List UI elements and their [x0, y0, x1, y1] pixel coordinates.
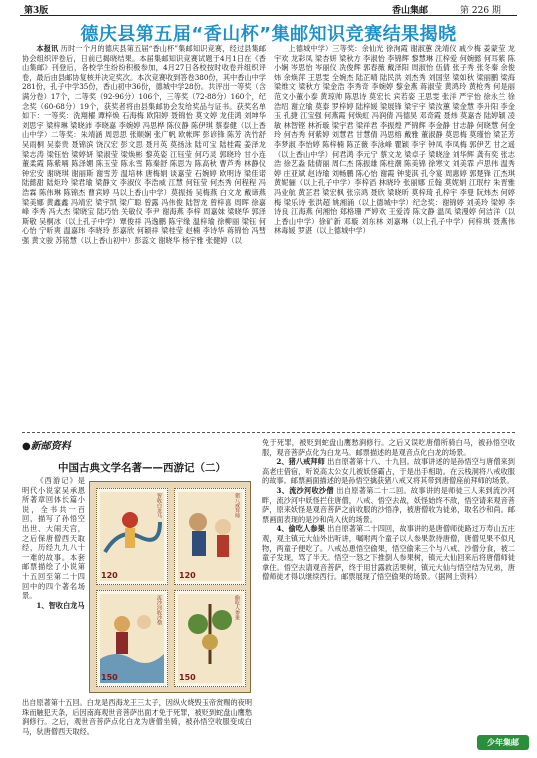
article2-intro-text: 《西游记》是明代小说家吴承恩所著章回体长篇小说，全书共一百回，描写了孙悟空出世、大闹天宫，之后保唐僧西天取经，历经九九八十一难的故事。本套邮票描绘了小说第十五回至第二十四回中的四个著名场景。	[22, 476, 85, 601]
page-number: 第3版	[24, 6, 49, 16]
article2-right-column	[262, 438, 515, 734]
stamp-4	[174, 590, 246, 687]
stamp-4-value: 150	[179, 673, 196, 682]
source-note: （据网上资料）	[434, 572, 482, 582]
article2-bottom-text: 出自原著第十五回。白龙是西海龙王三太子，因纵火烧毁玉帝赏赐的夜明珠而触犯天条，后因南海观世音菩萨出面才免于死罪，被贬到蛇盘山鹰愁涧修行。之后，观世音菩萨点化白龙为唐僧坐骑，被孙悟空收服变成白马，驮唐僧西天取经。	[22, 698, 252, 736]
article2-intro	[22, 476, 85, 696]
article-lead: 本报讯	[36, 44, 59, 53]
dragon-horse-icon	[100, 492, 164, 581]
article-right-text: 上德城中学）三等奖：余仙光 徐洵霞 谢淑蕙 洗靖仪 戚少梅 姜蒙莹 龙宇欢 龙彩凤 梁杏妍 梁秋方 李淑怡 李锦辉 黎慧琳 江梓爱 何婉懿 何耳紫 陈小娴 岑思怡 岑丽仪 冼俊辉 郭春薇 戴泽阳 周淑怡 伍倩 张子秀 张冬秦 余俊炜 余焕萍 王思雯 全婉杰 陆芷晴 陆民洪 刘杰秀 刘国坚 梁如秋 梁丽鹏 梁海 梁维文 梁秋方 梁金浩 李秀奇 李婉婷 黎金燕 蒋淑莹 黄鸿玲 黄枪秀 何是丽 范文小董小泰 黄琼帅 陈思诗 莫宏长 宾若姿 王思雯 张洋 严宇怡 徐永兰 徐浩绍 谢立瑜 莫泰 罗梓婷 陆梓媛 梁展锋 梁宇宇 梁汝蕙 梁金慧 李升阳 李金玉 孔捷 江宝强 何燕霞 何焕虹 冯润倩 冯德昊 邓奇霞 聂炜 莫嘉杏 陆婷颖 凌敏 林智铿 林祈璇 梁宇君 梁祥君 李振煌 严锦辉 李金静 甘志静 何晓慧 何金玲 何杏秀 何紫婷 刘慧君 甘慧倩 冯思榕 戴雅 董淑静 莫思梅 莫瑾怡 梁芷芳 李梦淑 李怡婷 陈梓楠 陈芷薇 李泳峰 瞿颖 李宇 钟凤 李凤梅 郭伊艺 甘之遥（以上香山中学）何君鸿 李元宁 蔡文龙 梁卓子 梁晓淦 刘华辉 龚有奕 张志浩 徐艺淼 陆倩丽 周仁杰 陈振雄 陈柱潮 陈美锦 徐寒文 刘美霏 卢思伟 温秀婷 庄亚斌 赵诗瑜 刘畅鹏 陈心怡 谢霞 钟斐淇 孔令宴 周惠婷 郭楚锋 江杰琪 黄妮骊（以上孔子中学）李梓滔 林晓玲 张丽娜 丘翰 莫妮娟 江珉柠 朱晋雅 冯业航 黄芷君 梁宏枫 张宗鸿 聂欣 梁晓昕 莫梓琦 孔梓宇 李曼 阮炜杰 何婷梅 梁乐诗 张洪超 姚湘涌（以上德城中学）纪念奖：谢锦婷 刘美玲 梁婷 李诗良 江海燕 何湘怡 郑格珊 严婷欢 王爱涛 陈文静 温凤 梁漫婷 何洁洋（以上香山中学）徐矿新 邓璇 刘东林 刘嘉琳（以上孔子中学）何梓琪 聂燕伟 林毒媛 罗湛（以上德城中学）	[274, 44, 515, 236]
page-header	[0, 0, 537, 20]
subheading-1: 1、智收白龙马	[36, 600, 85, 610]
ginseng-fruit-icon	[178, 594, 242, 683]
text-3: 出自原著第二十二回。故事讲的是师徒三人来到流沙河畔，流沙河中妖怪拦住唐僧，八戒、悟空去战，妖怪始终不敌，悟空请来观音菩萨，原来妖怪是观音菩萨之前收服的沙悟净，被唐僧收为徒弟，取名沙和尚。邮票画面表现的是沙和尚入伙的场景。	[262, 485, 515, 524]
publication-name: 香山集邮	[392, 6, 429, 16]
header-rule	[20, 15, 517, 16]
stamp-4-caption: 偷吃人参果	[234, 595, 240, 620]
stamp-3-value: 150	[101, 673, 118, 682]
article2-bottom	[22, 698, 252, 738]
stamp-2-value: 120	[179, 571, 196, 580]
magazine-logo: 少年集邮	[477, 735, 529, 750]
sand-river-icon	[100, 594, 164, 683]
article-right-column	[274, 44, 515, 429]
stamp-2	[174, 488, 246, 585]
stamp-3-caption: 流沙河收沙僧	[156, 595, 162, 625]
article-left-column	[22, 44, 266, 429]
subheading-4: 4、偷吃人参果	[276, 524, 325, 534]
text-2: 出自原著第十八、十九回。故事讲述的是孙悟空与唐僧来到高老庄借宿，听说高太公女儿被妖怪霸占，于是出手相助。在云栈洞将八戒收服的故事。邮票画面描述的是孙悟空擒获猪八戒又将其带到唐僧座前拜师的场景。	[262, 457, 515, 486]
stamp-1	[96, 488, 168, 585]
article-left-text: 历时一个月的德庆县第五届“香山杯”集邮知识竞赛，经过县集邮协会组织评卷后，日前已揭晓结果。本届集邮知识竞赛试题于4月1日在《香山集邮》刊登后，各校学生纷纷积极参加，4月27日各校按时收卷并组织评卷，最后由县邮协复核并决定奖次。本次竞赛收到答卷380份，其中香山中学281份，孔子中学35份，香山初中36份，德城中学28份。共评出一等奖（含满分卷）17个，二等奖（92-96分）106个，三等奖（72-88分）160个，纪念奖（60-68分）19个，获奖者将由县集邮协会发给奖品与证书。获奖名单如下：一等奖：洗翔櫂 谭梓焕 石海梅 欧阳婷 聂锦怡 莫文婷 龙佳鸿 刘坤华 刘思宇 梁梓琳 梁晓沛 李晓嘉 李婉婷 冯思桦 陈仪静 陈伊琪 蔡泰健（以上香山中学）二等奖：朱靖涵 周思思 张顺娴 张广帆 欧帐晖 彭谚锋 陈芳 冼竹舒 吴雨桐 吴泰贵 聂锦滨 饶汉宏 彭文思 聂月英 莫扬泳 陆可宝 陆桂霞 姜泽龙 梁志涛 梁钰怡 梁婷妍 梁淑莹 梁焕彬 黎英姿 江钰莹 何巧灵 郭晓玲 甘小连 董柔霞 陈紫喃 陈泽媚 陈玉莹 陈永雪 陈秦舒 陈思为 陈高秋 曹芦秀 林静仪 钟宏安 谢晓琪 谢丽斯 谢雪芳 温培林 唐梅娟 谈嘉莹 石婉婷 欧明诗 梁佳诺 陆懿甜 陆炬玲 梁君瑜 梁静文 李淑仪 李浩威 江慧 何钰莹 何杰秀 何程程 冯浩霖 陈伟琳 陈锦杰 曹宾婷 马以上香山中学）莫振扬 吴梅燕 白文龙 戴谛燕 梁美娜 黄鑫鑫 冯靖宏 梁宇凯 梁广聪 曾露 冯伟俊 陆智龙 曾梓喜 周晖 徐嘉峰 李秀 冯大杰 梁晓宝 陆巧怡 关敏仪 李尹 谢海燕 李梓 周嘉妹 梁晓华 郭泽斯敬 吴桐冰（以上孔子中学）覃俊祥 冯逸鹏 陈宇缘 温梓瑜 徐柳丽 梁钰 何心怡 宁昕爽 温嘉玮 李晓玲 彭嘉欣 何颖祥 梁桂莹 赵楠 李诗华 蒋锦怡 冯彗强 黄文骏 苏铭慧（以上香山初中）彭蕊文 谢晓华 杨宇雅 张健婷（以	[22, 44, 266, 245]
article2-mid-text: 免于死罪，被贬到蛇盘山鹰愁涧修行。之后又误吃唐僧所骑白马，被孙悟空收服，观音菩萨点化为白龙马。邮票描述的是观音点化白龙的场景。	[262, 438, 515, 457]
pig-disciple-icon	[178, 492, 242, 581]
subheading-3: 3、流沙河收沙僧	[276, 485, 334, 495]
stamp-1-caption: 智收白龙马	[156, 493, 162, 518]
article-title: 德庆县第五届“香山杯”集邮知识竞赛结果揭晓	[80, 24, 457, 45]
stamp-sheet	[89, 481, 251, 693]
issue-number: 第 226 期	[460, 6, 501, 16]
text-4: 出自原著第二十四回，故事讲的是唐僧师徒路过万寿山五庄观，观主镇元大仙外出听讲，嘱咐两个童子以人参果款待唐僧，唐僧见果不似凡物，两童子便吃了。八戒怂恿悟空偷果，悟空偷来三个与八戒、沙僧分食，被二童子发现，骂了半天。悟空一怒之下推倒人参果树，镇元大仙回来后将唐僧师徒拿住。悟空去请观音菩萨，终于用甘露救活果树，镇元大仙与悟空结为兄弟，唐僧师徒才得以继续西行。邮票展现了悟空偷果的场景。	[262, 524, 515, 582]
stamp-2-caption: 猪八戒拜师	[234, 493, 240, 518]
section-divider	[22, 432, 515, 433]
section-label: ●新邮资料	[22, 441, 71, 452]
section-title: 中国古典文学名著——西游记（二）	[58, 462, 226, 474]
stamp-1-value: 120	[101, 571, 118, 580]
stamp-3	[96, 590, 168, 687]
subheading-2: 2、猪八戒拜师	[276, 457, 325, 467]
